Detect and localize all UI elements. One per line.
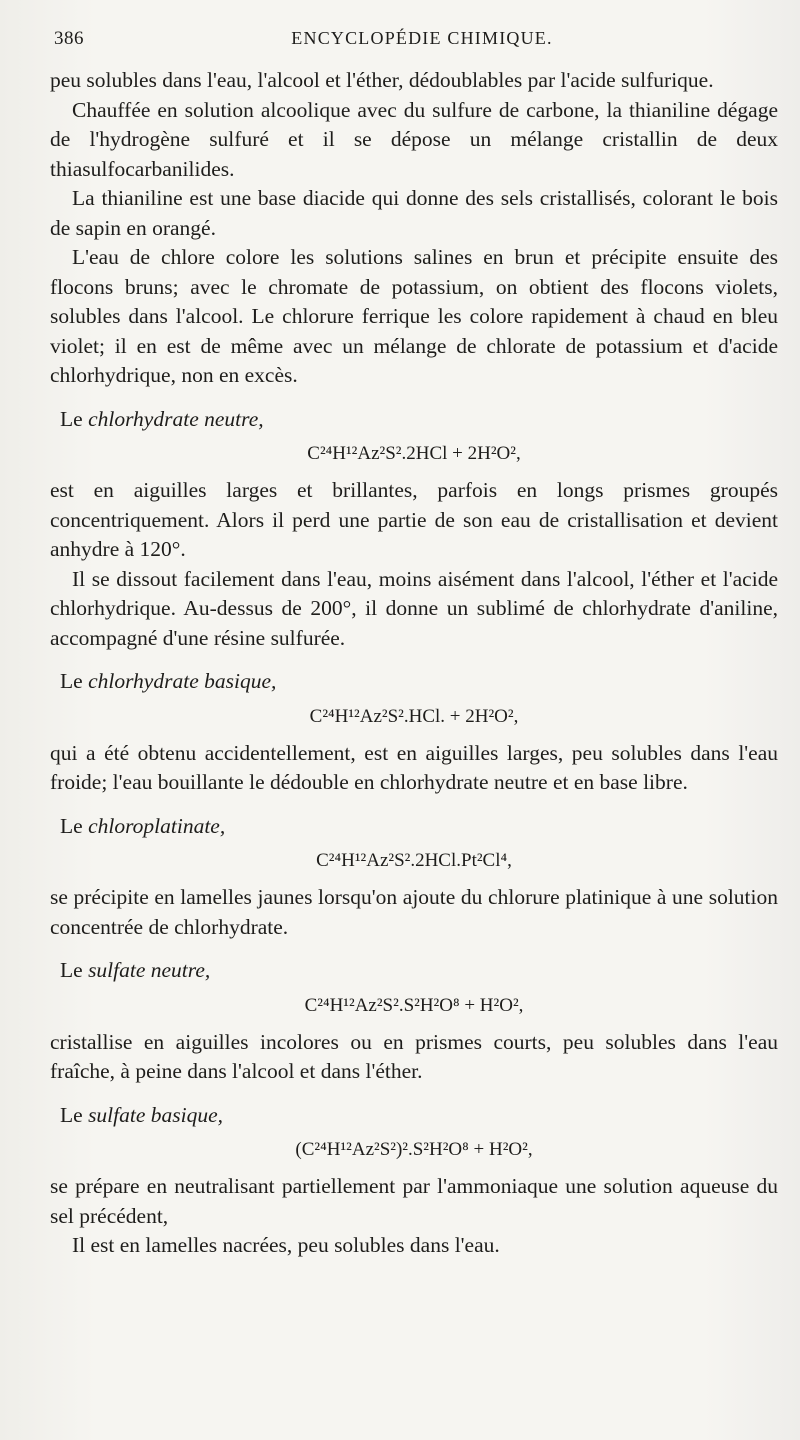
paragraph: L'eau de chlore colore les solutions salines en brun et précipite ensuite des flocons bruns; avec le chromate de potassium, on obtient des flocons violets, solubles dans l'alcool. Le chlorure ferrique les colore rapidement à chaud en bleu violet; il en est de même avec un mélange de chlorate de potassium et d'acide chlorhydrique, non en excès.: [50, 245, 778, 387]
paragraph: peu solubles dans l'eau, l'alcool et l'éther, dédoublables par l'acide sulfurique.: [50, 68, 714, 92]
chemical-formula: C²⁴H¹²Az²S².S²H²O⁸ + H²O²,: [304, 994, 524, 1016]
salt-heading: Le sulfate basique,: [60, 1102, 224, 1127]
chemical-formula: C²⁴H¹²Az²S².HCl. + 2H²O²,: [309, 705, 519, 727]
paragraph: est en aiguilles larges et brillantes, parfois en longs prismes groupés concentriquement. Alors il perd une partie de son eau de cristallisation et devient anhydre à 120°.: [50, 478, 778, 561]
salt-heading: Le chloroplatinate,: [60, 813, 226, 838]
salt-name: chloroplatinate,: [88, 813, 226, 838]
salt-heading: Le chlorhydrate neutre,: [60, 406, 264, 431]
salt-name: sulfate neutre,: [88, 958, 211, 982]
chemical-formula: C²⁴H¹²Az²S².2HCl.Pt²Cl⁴,: [316, 850, 512, 871]
paragraph: se précipite en lamelles jaunes lorsqu'on ajoute du chlorure platinique à une solution concentrée de chlorhydrate.: [50, 885, 778, 939]
salt-name: chlorhydrate basique,: [88, 669, 277, 693]
salt-heading: Le chlorhydrate basique,: [60, 669, 277, 693]
paragraph: Il est en lamelles nacrées, peu solubles dans l'eau.: [72, 1233, 500, 1257]
page-header: [50, 26, 778, 66]
paragraph: Il se dissout facilement dans l'eau, moins aisément dans l'alcool, l'éther et l'acide chlorhydrique. Au-dessus de 200°, il donne un sublimé de chlorhydrate d'aniline, accompagné d'une résine sulfurée.: [50, 566, 778, 650]
paragraph: La thianiline est une base diacide qui donne des sels cristallisés, colorant le bois de sapin en orangé.: [50, 186, 778, 240]
paragraph: cristallise en aiguilles incolores ou en prismes courts, peu solubles dans l'eau fraîche, à peine dans l'alcool et dans l'éther.: [50, 1029, 778, 1083]
chemical-formula: (C²⁴H¹²Az²S²)².S²H²O⁸ + H²O²,: [295, 1139, 533, 1160]
chemical-formula: C²⁴H¹²Az²S².2HCl + 2H²O²,: [307, 443, 521, 464]
running-title: ENCYCLOPÉDIE CHIMIQUE.: [291, 28, 553, 48]
paragraph: qui a été obtenu accidentellement, est en aiguilles larges, peu solubles dans l'eau froide; l'eau bouillante le dédouble en chlorhydrate neutre et en base libre.: [50, 740, 778, 794]
salt-name: sulfate basique,: [88, 1102, 224, 1127]
paragraph: Chauffée en solution alcoolique avec du sulfure de carbone, la thianiline dégage de l'hydrogène sulfuré et il se dépose un mélange cristallin de deux thiasulfocarbanilides.: [50, 97, 778, 181]
paragraph: se prépare en neutralisant partiellement par l'ammoniaque une solution aqueuse du sel précédent,: [50, 1174, 778, 1228]
salt-heading: Le sulfate neutre,: [60, 958, 211, 982]
salt-name: chlorhydrate neutre,: [88, 406, 264, 431]
page-number: 386: [54, 28, 84, 49]
